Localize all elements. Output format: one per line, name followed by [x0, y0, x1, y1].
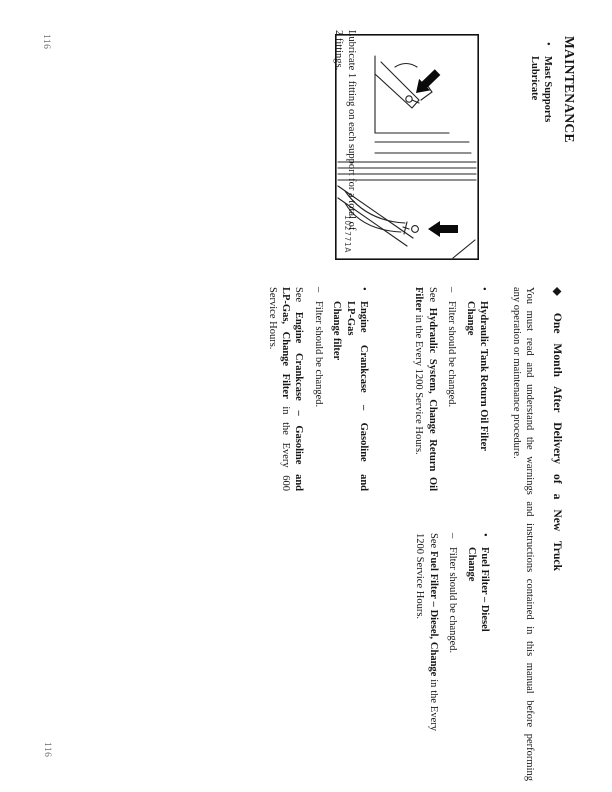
- bullet-icon: •: [542, 42, 553, 46]
- text-line: [477, 301, 490, 491]
- hydraulic-filter-item: [463, 287, 490, 491]
- engine-crankcase-note-text: Filter should be changed.: [312, 301, 324, 408]
- engine-crankcase-note: [311, 287, 324, 491]
- text-segment: Change filter: [331, 301, 343, 361]
- text-segment: You must read and understand the warnings and instructions contained in this manual before performing: [524, 287, 535, 781]
- figure-caption: [331, 30, 358, 270]
- text-line: [413, 533, 426, 731]
- text-segment: Change: [464, 301, 476, 336]
- text-segment: any operation or maintenance procedure.: [510, 287, 522, 459]
- figure-label: 102771A: [342, 215, 352, 253]
- intro-paragraph: [509, 287, 536, 781]
- text-line: [541, 56, 554, 202]
- text-segment: Hydraulic Tank Return Oil Filter: [478, 301, 489, 451]
- text-line: [412, 287, 425, 491]
- diamond-bullet-icon: ◆: [551, 287, 564, 303]
- text-line: [292, 287, 305, 491]
- text-line: [345, 30, 358, 270]
- page-title: MAINTENANCE: [562, 36, 577, 143]
- text-line: [527, 56, 540, 202]
- text-segment: 2 fittings.: [332, 30, 344, 71]
- text-segment: Engine Crankcase – Gasoline and: [357, 301, 369, 491]
- fuel-filter-note-text: Filter should be changed.: [447, 547, 459, 654]
- fuel-filter-reference: [413, 533, 440, 731]
- hydraulic-filter-reference: [412, 287, 439, 491]
- text-segment: Engine Crankcase – Gasoline and: [293, 311, 305, 491]
- right-section: [0, 287, 612, 781]
- bullet-icon: •: [478, 287, 489, 291]
- text-segment: LP-Gas, Change Filter: [279, 287, 291, 399]
- text-line: [279, 287, 292, 491]
- hydraulic-filter-note: [445, 287, 458, 491]
- page-number-left: 116: [41, 34, 51, 50]
- text-segment: Filter: [413, 287, 425, 313]
- text-segment: in the Every: [427, 676, 439, 731]
- text-segment: Change: [465, 547, 477, 582]
- text-segment: LP-Gas: [344, 301, 356, 336]
- text-line: [330, 301, 343, 491]
- text-segment: See: [427, 533, 439, 552]
- fuel-filter-item: [464, 533, 491, 731]
- text-segment: Fuel Filter – Diesel, Change: [427, 551, 439, 677]
- text-segment: See: [426, 287, 438, 308]
- text-segment: 1200 Service Hours.: [414, 533, 426, 620]
- engine-crankcase-item-title: [330, 301, 370, 491]
- text-segment: One Month After Delivery of a New Truck: [551, 312, 564, 571]
- engine-crankcase-item: [330, 287, 370, 491]
- column-left: [265, 287, 490, 491]
- fuel-filter-item-title: [464, 547, 491, 731]
- text-line: [509, 287, 522, 781]
- text-segment: Lubricate: [528, 56, 540, 101]
- column-right: [413, 533, 491, 731]
- hydraulic-filter-item-title: [463, 301, 490, 491]
- text-line: [357, 301, 370, 491]
- text-line: [523, 287, 536, 781]
- text-segment: [551, 303, 564, 313]
- text-segment: Hydraulic System, Change Return Oil: [426, 307, 438, 491]
- text-segment: Mast Supports: [542, 56, 553, 123]
- text-line: [463, 301, 476, 491]
- text-segment: See: [293, 287, 305, 312]
- text-segment: Fuel Filter – Diesel: [479, 547, 490, 632]
- dash-icon: –: [446, 287, 458, 293]
- mast-supports-item: [527, 42, 554, 202]
- page-number-right: 116: [42, 742, 52, 758]
- bullet-icon: •: [357, 287, 369, 291]
- section-heading: [550, 287, 565, 571]
- engine-crankcase-reference: [265, 287, 305, 491]
- text-segment: Lubricate 1 fitting on each support for a total of: [346, 30, 357, 231]
- dash-icon: –: [447, 533, 459, 539]
- text-line: [478, 547, 491, 731]
- hydraulic-filter-note-text: Filter should be changed.: [446, 301, 458, 408]
- text-line: [426, 533, 439, 731]
- text-line: [425, 287, 438, 491]
- fuel-filter-note: [446, 533, 459, 731]
- text-line: [550, 287, 565, 571]
- text-segment: in the Every 1200 Service Hours.: [413, 312, 425, 455]
- text-line: [464, 547, 477, 731]
- text-segment: in the Every 600: [279, 398, 291, 491]
- bullet-icon: •: [479, 533, 490, 537]
- text-line: [343, 301, 356, 491]
- text-line: [331, 30, 344, 270]
- text-segment: Service Hours.: [266, 287, 278, 350]
- dash-icon: –: [312, 287, 324, 293]
- mast-supports-item-title: [527, 56, 554, 202]
- text-line: [265, 287, 278, 491]
